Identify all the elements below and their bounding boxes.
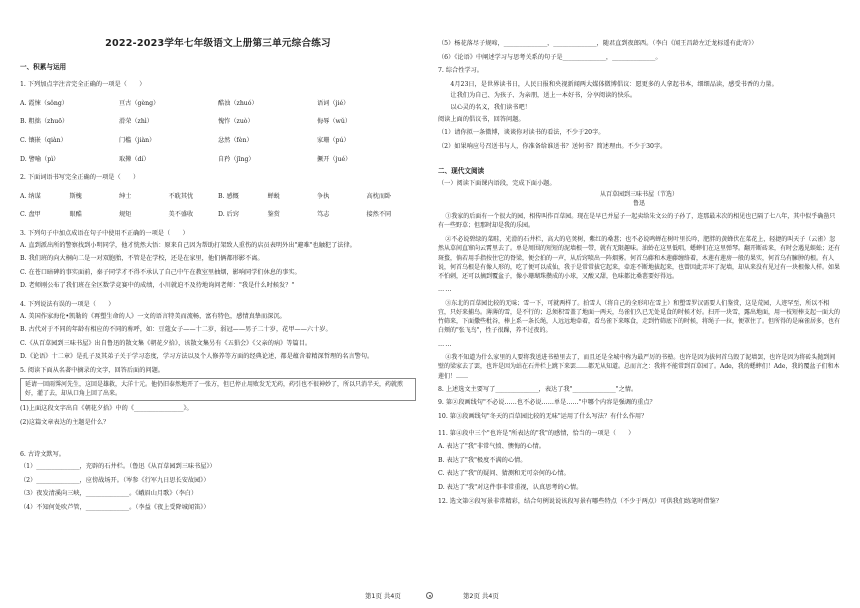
option: 家珊（pú） (317, 136, 350, 144)
option: D. 后窍 (218, 211, 240, 219)
option: D. 表达了"我"对这件事非常重视，认真思考的心情。 (438, 483, 583, 491)
option: A. 直到派出所的警察找到小明同学，他才恍然大悟：原来自己因为帮助打架致人重伤的店员表明外出"避难"也触犯了法律。 (20, 241, 356, 249)
option: D. 老师刚公布了我们班在全区数学竞赛中的成绩，小川就迫不及待地询问老师："我是什么时候发？" (20, 282, 295, 290)
passage-paragraph: ④我不知道为什么家里的人要将我送进书塾里去了，而且还是全城中称为最严厉的书塾。也许是因为拔何首乌毁了泥墙罢，也许是因为将砖头抛到间壁的梁家去了罢，也许是因为站在石井栏上跳下来罢……都无从知道。总而言之：我将不能常到百草园了。Ade，我的蟋蟀们！Ade，我的覆盆子们和木莲们！…… (438, 354, 840, 380)
question-stem: 5. 阅读下面从名著中摘录的文字，回答后面的问题。 (20, 366, 164, 374)
option-row (20, 118, 416, 127)
option: D.《论语》十二章》是孔子及其弟子关于学习态度，学习方法以及个人修养等方面的经典论述，都是蕴含着精深哲理的名言警句。 (20, 353, 374, 361)
option: B. 粗拙（zhuō） (20, 118, 69, 126)
option: C. 镶嵌（qiàn） (20, 136, 67, 144)
section-heading: 二、现代文阅读 (438, 167, 485, 176)
option: 笃志 (317, 211, 330, 219)
question-stem: 11. 第④段中三个"也许是"所表达的"我"的感情，恰当的一项是（ ） (438, 429, 635, 437)
paragraph: 让我们为自己、为孩子、为亲朋，送上一本好书，分享阅读的快乐。 (450, 92, 637, 100)
option: 侮辱（wǔ） (317, 118, 352, 126)
question-stem: 10. 第③段画线句"冬天的百草园比较的无味"运用了什么写法？有什么作用？ (438, 412, 648, 420)
passage-author: 鲁迅 (632, 200, 645, 208)
question-stem: 9. 第②段画线句"不必说……也不必说……单是……"中哪个内容是强调的重点？ (438, 399, 656, 407)
question-stem: 7. 综合性学习。 (438, 67, 483, 75)
ellipsis: …… (438, 340, 453, 348)
option: 绅士 (119, 192, 132, 200)
page-title: 2022-2023学年七年级语文上册第三单元综合练习 (105, 38, 331, 49)
option-row (20, 156, 416, 165)
option: C.《从百草园到三味书屋》出自鲁迅的散文集《朝花夕拾》，该散文集另有《五猖会》《父亲的病》等篇目。 (20, 339, 312, 347)
option: 忿然（fèn） (218, 136, 253, 144)
option: B. 我们班的向大桐向二是一对双胞胎，不管是在学校，还是在家里，他们俩都形影不离。 (20, 255, 264, 263)
option: 规矩 (119, 211, 132, 219)
option: 撅开（jué） (317, 155, 352, 163)
option: A. 美国作家海伦•凯勒的《再塑生命的人》一文的语言特美而流畅，富有特色，感情真挚而深沉。 (20, 312, 286, 320)
instruction: 阅读上面的倡议书，回答问题。 (438, 115, 525, 123)
option: 愧怍（zuò） (218, 118, 254, 126)
instruction: （一）阅读下面课内语段，完成下面小题。 (438, 179, 556, 187)
option: A. 纳谋 (20, 192, 41, 200)
option-row (20, 137, 416, 146)
sub-question: （2）如果响应号召送书与人，你准备给谁送书？送何书？简述理由。不少于30字。 (438, 142, 667, 150)
sub-question: (1)上面这段文字出自《朝花夕拾》中的《________________》。 (20, 405, 193, 413)
passage-title: 从百草园到三味书屋（节选） (599, 190, 678, 198)
option: 争执 (317, 192, 330, 200)
option: 蝉蜕 (267, 192, 280, 200)
passage-paragraph: ③东北的百草园比较的无味；雪一下，可就两样了。拍雪人（将自己的全形印在雪上）和塑雪罗汉需要人们鉴赏，这是荒园，人迹罕至，所以不相宜，只好来捕鸟。薄薄的雪，是不行的；总须积雪盖了地面一两天，鸟雀们久已无处觅食的时候才好。扫开一块雪，露出地面，用一枝短棒支起一面大的竹筛来，下面撒些秕谷，棒上系一条长绳，人远远地牵着，看鸟雀下来啄食，走到竹筛底下的时候，将绳子一拉，便罩住了。但所得的是麻雀居多，也有白颊的"张飞鸟"，性子很躁，养不过夜的。 (438, 299, 841, 335)
section-heading: 一、积累与运用 (20, 62, 67, 71)
sub-question: (2)这篇文章表达的主题是什么？ (20, 418, 110, 426)
excerpt-box: 延请一回雨霁河先生，这回是雄救，大洋十元。他仍旧泰然地开了一张方，但已停止用败发无无药，药引也不很神妙了，所以只消半天，药就煎好，灌了去，却从口角上回了出来。 (20, 378, 416, 401)
paragraph: 以心灵的名义，我们读书吧！ (450, 103, 531, 111)
option: B. 古代对于不同的年龄有相应的不同的称呼，如：豆蔻女子——十二岁，弱冠——男子二十岁，花甲——六十岁。 (20, 326, 332, 334)
poem-line: （5）杨花落尽子规啼，______________，______________，随君直到夜郎西。（李白《闻王昌龄左迁龙标遥有此寄》） (438, 40, 758, 47)
poem-line: （4）不知何处吹芦管，______________。（李益《夜上受降城闻笛》） (20, 503, 210, 511)
option-row (20, 193, 416, 202)
option-row (20, 100, 416, 109)
page-number-right: 第2页 共4页 (463, 592, 499, 600)
poem-line: （3）夜发清溪向三峡，______________。《峨眉山月歌》（李白） (20, 490, 198, 498)
question-stem: 4. 下列说法有误的一项是（ ） (20, 300, 115, 308)
option: 滑荣（zhì） (119, 118, 153, 126)
option: C. 表达了"我"的疑问、猜测和无可奈何的心情。 (438, 470, 570, 478)
poem-line: （1）______________，充辟的石井栏。（鲁迅《从百草园到三味书屋》） (20, 463, 216, 471)
question-stem: 12. 选文第②段写景非常精彩，结合句例说说该段写景有哪些特点（不少于两点）可供我们练笔时借鉴？ (438, 497, 723, 505)
passage-paragraph: ①我家的后面有一个很大的园，相传叫作百草园。现在是早已并屋子一起卖给朱文公的子孙了，连那最末次的相见也已隔了七八年，其中似乎确凿只有一些野草；但那时却是我的乐园。 (438, 212, 836, 229)
question-stem: 3. 下列句子中加点成语在句子中使用不正确的一项是（ ） (20, 229, 189, 237)
option: 接然不同 (366, 211, 392, 219)
option: C. 盘甲 (20, 211, 41, 219)
option: 眼酷 (69, 211, 82, 219)
poem-line: （2）______________，应傍战场开。（岑参《行军九日思长安故园》） (20, 476, 210, 484)
question-stem: 1. 下列加点字注音完全正确的一项是（ ） (20, 81, 146, 89)
option: 语词（jié） (317, 99, 350, 107)
option: A. 表达了"我"非常气愤、懊悔的心情。 (438, 443, 545, 451)
option: 门槛（jiàn） (119, 136, 156, 144)
page-number-left: 第1页 共4页 (365, 592, 401, 600)
option: 自矜（jīng） (218, 155, 255, 163)
option: B. 表达了"我"极度不满的心情。 (438, 456, 527, 464)
passage-paragraph: ②不必说碧绿的菜畦，光滑的石井栏，高大的皂荚树，紫红的桑葚；也不必说鸣蝉在树叶里长吟，肥胖的黄蜂伏在菜花上，轻捷的叫天子（云雀）忽然从草间直窜向云霄里去了。单是周围的短短的泥墙根一带，就有无限趣味。油蛉在这里低唱，蟋蟀们在这里弹琴。翻开断砖来，有时会遇见蜈蚣；还有斑蝥，倘若用手指按住它的脊梁，便会拍的一声，从后窍喷出一阵烟雾。何首乌藤和木莲藤缠络着，木莲有莲房一般的果实，何首乌有臃肿的根。有人说，何首乌根是有像人形的，吃了便可以成仙，我于是常常拔它起来，牵连不断地拔起来，也曾因此弄坏了泥墙，却从来没有见过有一块根像人样。如果不怕刺，还可以摘到覆盆子，像小珊瑚珠攒成的小球，又酸又甜，色味都比桑葚要好得远。 (438, 236, 841, 280)
option: C. 在苍口暗碑的事实面前，秦子同学才不得不承认了自己中午在教室里抽烟，影响同学们休息的事实。 (20, 268, 301, 276)
question-stem: 8. 上述选文主要写了______________，表达了我"______________"之情。 (438, 385, 638, 393)
question-stem: 6. 古诗文默写。 (20, 451, 65, 459)
option: 高枕而卧 (366, 192, 392, 200)
paragraph: 4月23日，是世界读书日，人民日报和央视新闻两大媒体微博倡议：愿更多的人拿起书本，细细品读，感受书香的力量。 (450, 80, 778, 88)
ellipsis: …… (438, 286, 453, 294)
page-right (430, 0, 860, 608)
option: 酷浊（zhuó） (218, 99, 258, 107)
binding-hole-icon (426, 592, 433, 599)
option: 不耽其忧 (168, 192, 194, 200)
option: 亘古（gèng） (119, 99, 160, 107)
option: 斯槐 (69, 192, 82, 200)
option: B. 感慨 (218, 192, 239, 200)
option: 鉴赏 (267, 211, 280, 219)
poem-line: （6）《论语》中阐述学习与思考关系的句子是______________，______________。 (438, 53, 662, 61)
option-row (20, 211, 416, 220)
option: D. 譬喻（pì） (20, 155, 60, 163)
option: 取撵（dí） (119, 155, 150, 163)
option: 美不盛收 (168, 211, 194, 219)
option: A. 霞悚（sǒng） (20, 99, 68, 107)
sub-question: （1）请你拟一条微博，谈谈你对读书的看法，不少于20字。 (438, 129, 605, 137)
question-stem: 2. 下面词语书写完全正确的一项是（ ） (20, 174, 140, 182)
